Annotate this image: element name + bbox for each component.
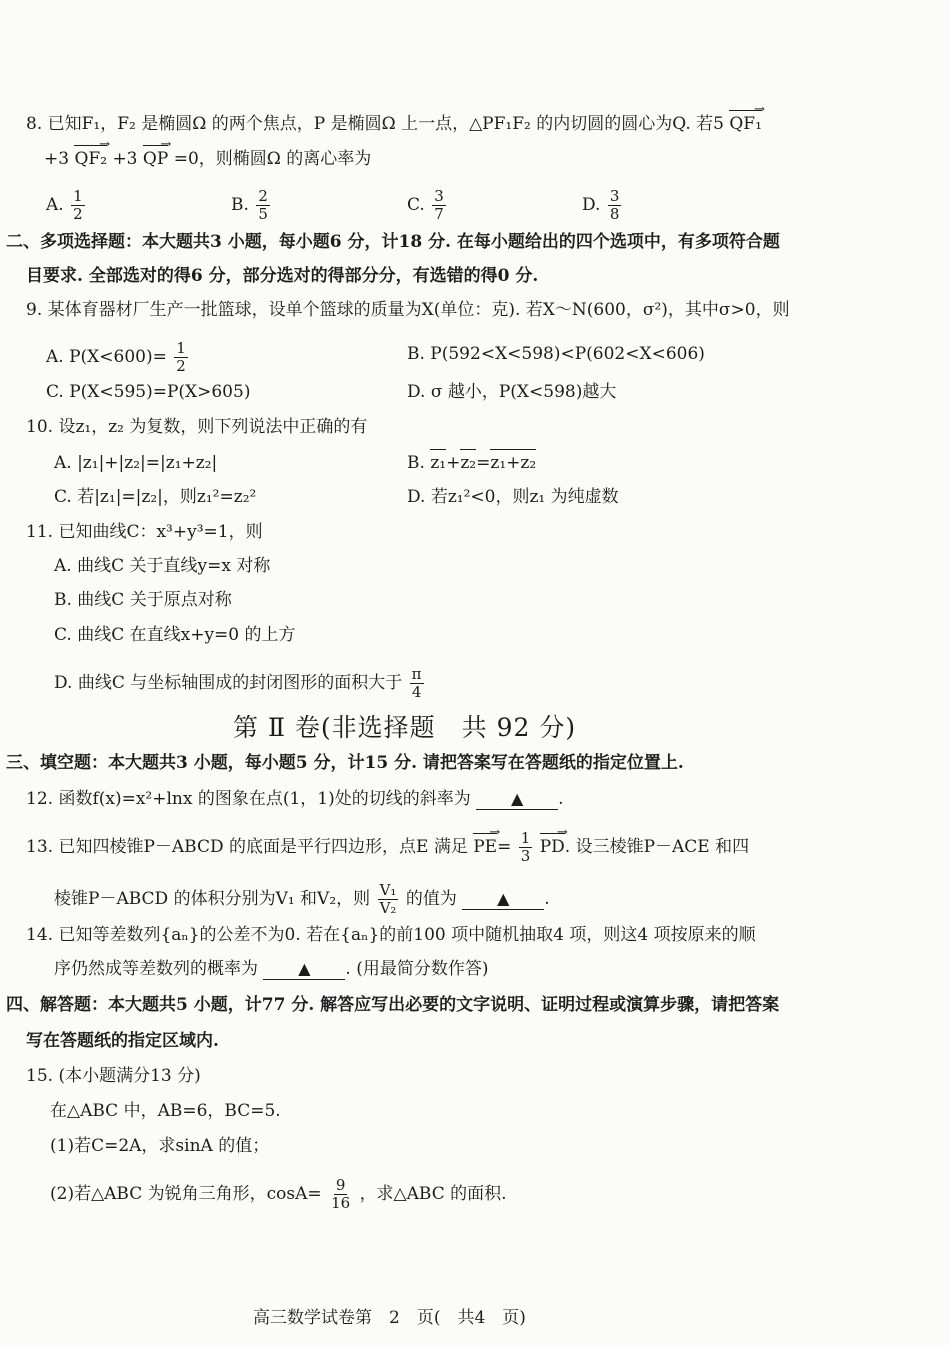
- q9-option-b: B. P(592<X<598)<P(602<X<606): [407, 344, 705, 364]
- vector-qf2: QF₂ →: [74, 147, 107, 171]
- q13-line1: 13. 已知四棱锥P－ABCD 的底面是平行四边形，点E 满足 PE →= $\frac{1}{3}$ PD →. 设三棱锥P－ACE 和四: [26, 830, 749, 865]
- q8-line2: +3 QF₂ → +3 QP → =0，则椭圆Ω 的离心率为: [44, 147, 371, 171]
- triangle-icon: ▲: [511, 789, 524, 808]
- section3-heading: 三、填空题：本大题共3 小题，每小题5 分，计15 分. 请把答案写在答题纸的指定位置上.: [6, 753, 684, 773]
- q14-line1: 14. 已知等差数列{aₙ}的公差不为0. 若在{aₙ}的前100 项中随机抽取4 项，则这4 项按原来的顺: [26, 925, 756, 945]
- triangle-icon: ▲: [298, 959, 311, 978]
- q11-option-d: D. 曲线C 与坐标轴围成的封闭图形的面积大于 $\frac{\pi}{4}$: [54, 665, 422, 701]
- q14-answer-blank: [263, 959, 345, 980]
- q15-given: 在△ABC 中，AB=6，BC=5.: [50, 1101, 281, 1121]
- q11-option-c: C. 曲线C 在直线x+y=0 的上方: [54, 625, 296, 645]
- part2-heading: 第 Ⅱ 卷(非选择题 共 92 分): [233, 713, 577, 742]
- q9-option-d: D. σ 越小，P(X<598)越大: [407, 382, 617, 402]
- vector-pe: PE →: [473, 835, 497, 859]
- triangle-icon: ▲: [497, 889, 510, 908]
- q12-answer-blank: [476, 789, 558, 810]
- q10-option-d: D. 若z₁²<0，则z₁ 为纯虚数: [407, 487, 619, 507]
- q8-stem: 8. 已知F₁，F₂ 是椭圆Ω 的两个焦点，P 是椭圆Ω 上一点，△PF₁F₂ 的内切圆的圆心为Q. 若5: [26, 114, 724, 134]
- section4-heading-line1: 四、解答题：本大题共5 小题，计77 分. 解答应写出必要的文字说明、证明过程或演算步骤，请把答案: [6, 995, 780, 1015]
- q9-option-c: C. P(X<595)=P(X>605): [46, 382, 251, 402]
- section4-heading-line2: 写在答题纸的指定区域内.: [26, 1031, 219, 1051]
- q9-stem: 9. 某体育器材厂生产一批篮球，设单个篮球的质量为X(单位：克). 若X～N(600，σ²)，其中σ>0，则: [26, 300, 790, 320]
- q8-option-a: A. $\frac{1}{2}$: [46, 187, 83, 223]
- q13-answer-blank: [462, 889, 544, 910]
- section2-heading-line2: 目要求. 全部选对的得6 分，部分选对的得部分分，有选错的得0 分.: [26, 266, 539, 286]
- q8-option-c: C. $\frac{3}{7}$: [407, 187, 444, 223]
- page-footer: 高三数学试卷第 2 页( 共4 页): [253, 1308, 526, 1328]
- vector-qp: QP →: [143, 147, 168, 171]
- q8-line1: [26, 112, 762, 136]
- q10-option-b: B. z₁+z₂=z₁+z₂: [407, 453, 537, 473]
- q15-part2: (2)若△ABC 为锐角三角形，cosA= $\frac{9}{16}$ ，求△ABC 的面积.: [50, 1176, 507, 1212]
- vector-qf1: QF₁ →: [729, 112, 762, 136]
- q8-option-b: B. $\frac{2}{5}$: [231, 187, 268, 223]
- q12-line: 12. 函数f(x)=x²+lnx 的图象在点(1，1)处的切线的斜率为 ▲ .: [26, 789, 564, 809]
- q14-line2: 序仍然成等差数列的概率为 ▲ . (用最简分数作答): [54, 959, 489, 979]
- q13-line2: 棱锥P－ABCD 的体积分别为V₁ 和V₂，则 $\frac{\text{V₁}}{\text{V₂}}$ 的值为 ▲ .: [54, 881, 550, 917]
- q15-part1: (1)若C=2A，求sinA 的值；: [50, 1136, 270, 1156]
- q9-option-a: A. P(X<600)= $\frac{1}{2}$: [46, 339, 186, 375]
- q11-option-a: A. 曲线C 关于直线y=x 对称: [54, 556, 271, 576]
- q15-title: 15. (本小题满分13 分): [26, 1066, 201, 1086]
- section2-heading-line1: 二、多项选择题：本大题共3 小题，每小题6 分，计18 分. 在每小题给出的四个选项中，有多项符合题: [6, 232, 780, 252]
- q11-option-b: B. 曲线C 关于原点对称: [54, 590, 232, 610]
- vector-pd: PD →: [540, 835, 565, 859]
- q8-option-d: D. $\frac{3}{8}$: [582, 187, 620, 223]
- q10-option-c: C. 若|z₁|=|z₂|，则z₁²=z₂²: [54, 487, 257, 507]
- q10-stem: 10. 设z₁，z₂ 为复数，则下列说法中正确的有: [26, 417, 368, 437]
- q10-option-a: A. |z₁|+|z₂|=|z₁+z₂|: [54, 453, 218, 473]
- q11-stem: 11. 已知曲线C：x³+y³=1，则: [26, 522, 263, 542]
